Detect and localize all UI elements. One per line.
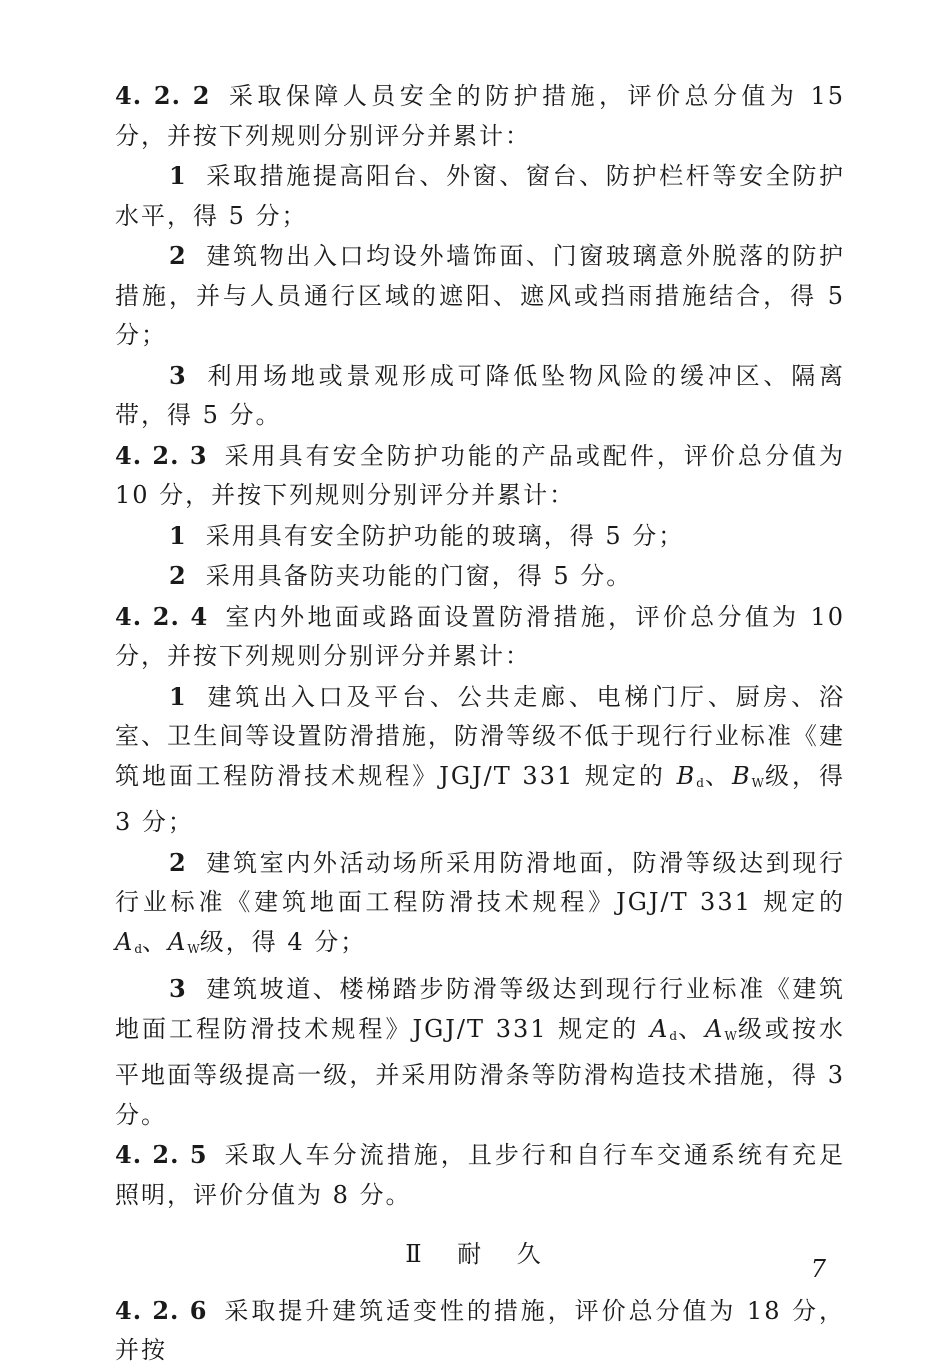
item-text: 利用场地或景观形成可降低坠物风险的缓冲区、隔离带，得 5 分。	[115, 361, 845, 429]
symbol: B	[676, 761, 697, 790]
item-text: 建筑室内外活动场所采用防滑地面，防滑等级达到现行行业标准《建筑地面工程防滑技术规程》JGJ/T 331 规定的	[115, 848, 845, 916]
clause-number: 4. 2. 2	[115, 81, 211, 110]
clause-text: 室内外地面或路面设置防滑措施，评价总分值为 10 分，并按下列规则分别评分并累计：	[115, 602, 845, 670]
item-text: 采用具有安全防护功能的玻璃，得 5 分；	[205, 521, 685, 550]
page-number: 7	[810, 1255, 826, 1283]
symbol: A	[705, 1014, 725, 1043]
item-number: 3	[169, 360, 188, 390]
subscript: d	[134, 941, 143, 956]
item-text: 建筑坡道、楼梯踏步防滑等级达到现行行业标准《建筑地面工程防滑技术规程》JGJ/T 331 规定的	[115, 975, 845, 1043]
subscript: d	[696, 775, 704, 790]
subscript: W	[751, 775, 764, 790]
symbol: A	[115, 927, 135, 956]
item-number: 1	[169, 681, 188, 711]
subscript: W	[187, 941, 200, 956]
list-item	[115, 516, 845, 557]
list-item	[115, 236, 845, 356]
item-number: 1	[169, 520, 188, 550]
clause-4-2-4	[115, 597, 845, 677]
separator: 、	[142, 927, 169, 956]
document-body	[115, 76, 845, 1371]
list-item	[115, 556, 845, 597]
clause-text: 采用具有安全防护功能的产品或配件，评价总分值为 10 分，并按下列规则分别评分并累计：	[115, 441, 845, 509]
item-number: 2	[169, 561, 188, 590]
list-item	[115, 969, 845, 1135]
clause-text: 采取保障人员安全的防护措施，评价总分值为 15 分，并按下列规则分别评分并累计：	[115, 82, 845, 150]
list-item	[115, 356, 845, 436]
item-text: 采用具备防夹功能的门窗，得 5 分。	[205, 562, 633, 590]
subscript: d	[669, 1028, 678, 1043]
item-text: 建筑物出入口均设外墙饰面、门窗玻璃意外脱落的防护措施，并与人员通行区域的遮阳、遮风或挡雨措施结合，得 5 分；	[115, 242, 845, 349]
item-number: 3	[169, 974, 188, 1003]
separator: 、	[703, 761, 732, 790]
item-number: 2	[169, 847, 188, 877]
clause-number: 4. 2. 3	[115, 440, 208, 470]
separator: 、	[677, 1014, 706, 1043]
clause-4-2-5	[115, 1135, 845, 1215]
item-text: 级，得 4 分；	[199, 927, 367, 956]
list-item	[115, 843, 845, 970]
item-text: 级，得 3 分；	[115, 761, 846, 836]
clause-number: 4. 2. 5	[115, 1140, 208, 1169]
clause-4-2-6	[115, 1291, 845, 1371]
clause-number: 4. 2. 4	[115, 601, 209, 631]
symbol: A	[168, 927, 188, 956]
clause-4-2-3	[115, 436, 845, 516]
section-heading: Ⅱ 耐 久	[405, 1240, 555, 1268]
subscript: W	[724, 1028, 737, 1043]
clause-4-2-2	[115, 76, 845, 156]
item-number: 1	[169, 161, 188, 190]
item-text: 建筑出入口及平台、公共走廊、电梯门厅、厨房、浴室、卫生间等设置防滑措施，防滑等级不低于现行行业标准《建筑地面工程防滑技术规程》JGJ/T 331 规定的	[115, 682, 845, 790]
symbol: A	[650, 1014, 670, 1043]
symbol: B	[731, 761, 752, 790]
list-item	[115, 677, 845, 843]
clause-text: 采取提升建筑适变性的措施，评价总分值为 18 分，并按	[115, 1296, 845, 1364]
item-number: 2	[169, 241, 188, 270]
clause-number: 4. 2. 6	[115, 1295, 208, 1325]
list-item	[115, 156, 845, 236]
item-text: 采取措施提高阳台、外窗、窗台、防护栏杆等安全防护水平，得 5 分；	[115, 162, 845, 230]
clause-text: 采取人车分流措施，且步行和自行车交通系统有充足照明，评价分值为 8 分。	[115, 1141, 845, 1209]
item-text: 级或按水平地面等级提高一级，并采用防滑条等防滑构造技术措施，得 3 分。	[115, 1014, 845, 1129]
